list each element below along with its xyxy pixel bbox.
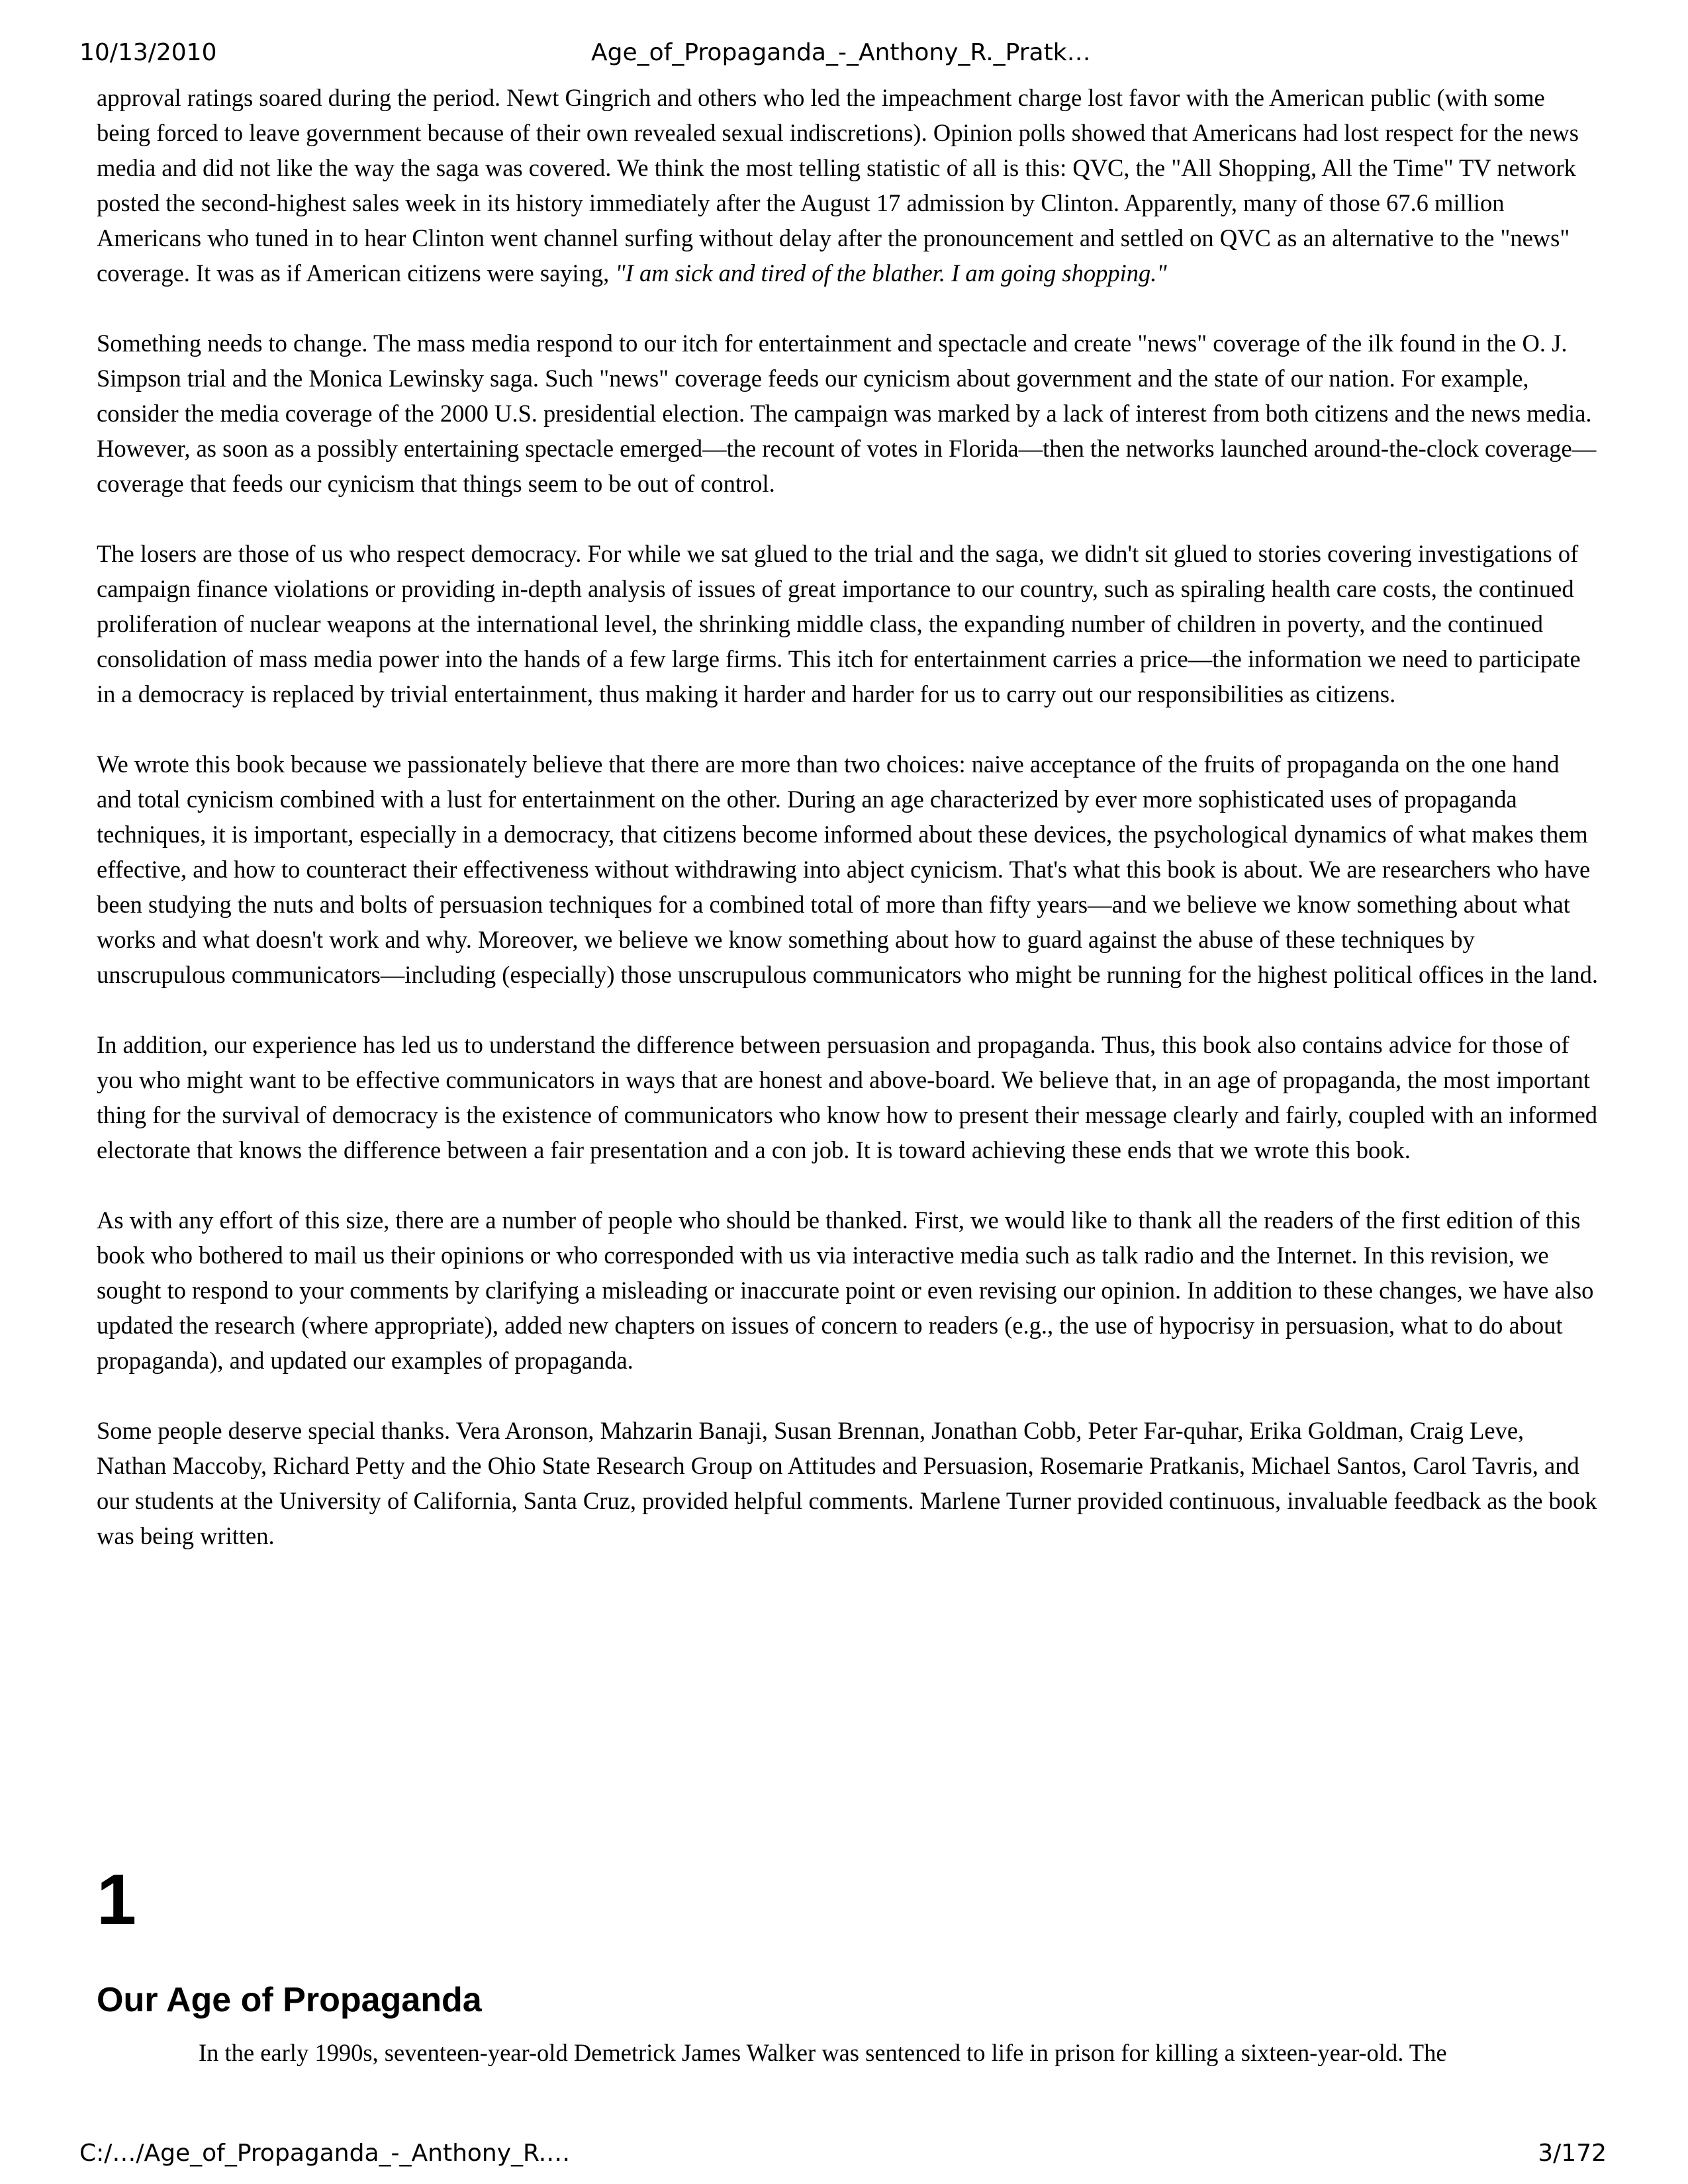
page-content	[97, 80, 1599, 1553]
italic-quote: "I am sick and tired of the blather. I am going shopping."	[615, 259, 1167, 287]
paragraph-text: approval ratings soared during the period. Newt Gingrich and others who led the impeachment charge lost favor with the American public (with some being forced to leave government because of their own revealed sexual indiscretions). Opinion polls showed that Americans had lost respect for the news media and did not like the way the saga was covered. We think the most telling statistic of all is this: QVC, the "All Shopping, All the Time" TV network posted the second-highest sales week in its history immediately after the August 17 admission by Clinton. Apparently, many of those 67.6 million Americans who tuned in to hear Clinton went channel surfing without delay after the pronouncement and settled on QVC as an alternative to the "news" coverage. It was as if American citizens were saying,	[97, 84, 1579, 287]
chapter-number: 1	[97, 1859, 137, 1939]
chapter-first-line: In the early 1990s, seventeen-year-old Demetrick James Walker was sentenced to life in prison for killing a sixteen-year-old. The	[199, 2039, 1447, 2066]
paragraph-impeachment-aftermath	[97, 80, 1599, 291]
page-number: 3/172	[1538, 2140, 1607, 2167]
paragraph-thanks-readers: As with any effort of this size, there are a number of people who should be thanked. First, we would like to thank all the readers of the first edition of this book who bothered to mail us their opinions or who corresponded with us via interactive media such as talk radio and the Internet. In this revision, we sought to respond to your comments by clarifying a misleading or inaccurate point or even revising our opinion. In addition to these changes, we have also updated the research (where appropriate), added new chapters on issues of concern to readers (e.g., the use of hypocrisy in persuasion, what to do about propaganda), and updated our examples of propaganda.	[97, 1206, 1594, 1374]
document-title: Age_of_Propaganda_-_Anthony_R._Pratk…	[591, 39, 1091, 66]
file-path: C:/…/Age_of_Propaganda_-_Anthony_R.…	[79, 2140, 571, 2167]
chapter-title: Our Age of Propaganda	[97, 1981, 482, 2019]
paragraph-something-needs-to-change: Something needs to change. The mass media respond to our itch for entertainment and spectacle and create "news" coverage of the ilk found in the O. J. Simpson trial and the Monica Lewinsky saga. Such "news" coverage feeds our cynicism about government and the state of our nation. For example, consider the media coverage of the 2000 U.S. presidential election. The campaign was marked by a lack of interest from both citizens and the news media. However, as soon as a possibly entertaining spectacle emerged—the recount of votes in Florida—then the networks launched around-the-clock coverage—coverage that feeds our cynicism that things seem to be out of control.	[97, 330, 1597, 497]
paragraph-special-thanks: Some people deserve special thanks. Vera Aronson, Mahzarin Banaji, Susan Brennan, Jonathan Cobb, Peter Far-quhar, Erika Goldman, Craig Leve, Nathan Maccoby, Richard Petty and the Ohio State Research Group on Attitudes and Persuasion, Rosemarie Pratkanis, Michael Santos, Carol Tavris, and our students at the University of California, Santa Cruz, provided helpful comments. Marlene Turner provided continuous, invaluable feedback as the book was being written.	[97, 1417, 1597, 1549]
paragraph-losers-democracy: The losers are those of us who respect democracy. For while we sat glued to the trial and the saga, we didn't sit glued to stories covering investigations of campaign finance violations or providing in-depth analysis of issues of great importance to our country, such as spiraling health care costs, the continued proliferation of nuclear weapons at the international level, the shrinking middle class, the expanding number of children in poverty, and the continued consolidation of mass media power into the hands of a few large firms. This itch for entertainment carries a price—the information we need to participate in a democracy is replaced by trivial entertainment, thus making it harder and harder for us to carry out our responsibilities as citizens.	[97, 540, 1581, 707]
print-date: 10/13/2010	[79, 39, 217, 66]
paragraph-persuasion-vs-propaganda: In addition, our experience has led us to understand the difference between persuasion and propaganda. Thus, this book also contains advice for those of you who might want to be effective communicators in ways that are honest and above-board. We believe that, in an age of propaganda, the most important thing for the survival of democracy is the existence of communicators who know how to present their message clearly and fairly, coupled with an informed electorate that knows the difference between a fair presentation and a con job. It is toward achieving these ends that we wrote this book.	[97, 1031, 1598, 1163]
paragraph-why-we-wrote: We wrote this book because we passionately believe that there are more than two choices: naive acceptance of the fruits of propaganda on the one hand and total cynicism combined with a lust for entertainment on the other. During an age characterized by ever more sophisticated uses of propaganda techniques, it is important, especially in a democracy, that citizens become informed about these devices, the psychological dynamics of what makes them effective, and how to counteract their effectiveness without withdrawing into abject cynicism. That's what this book is about. We are researchers who have been studying the nuts and bolts of persuasion techniques for a combined total of more than fifty years—and we believe we know something about what works and what doesn't work and why. Moreover, we believe we know something about how to guard against the abuse of these techniques by unscrupulous communicators—including (especially) those unscrupulous communicators who might be running for the highest political offices in the land.	[97, 751, 1598, 988]
